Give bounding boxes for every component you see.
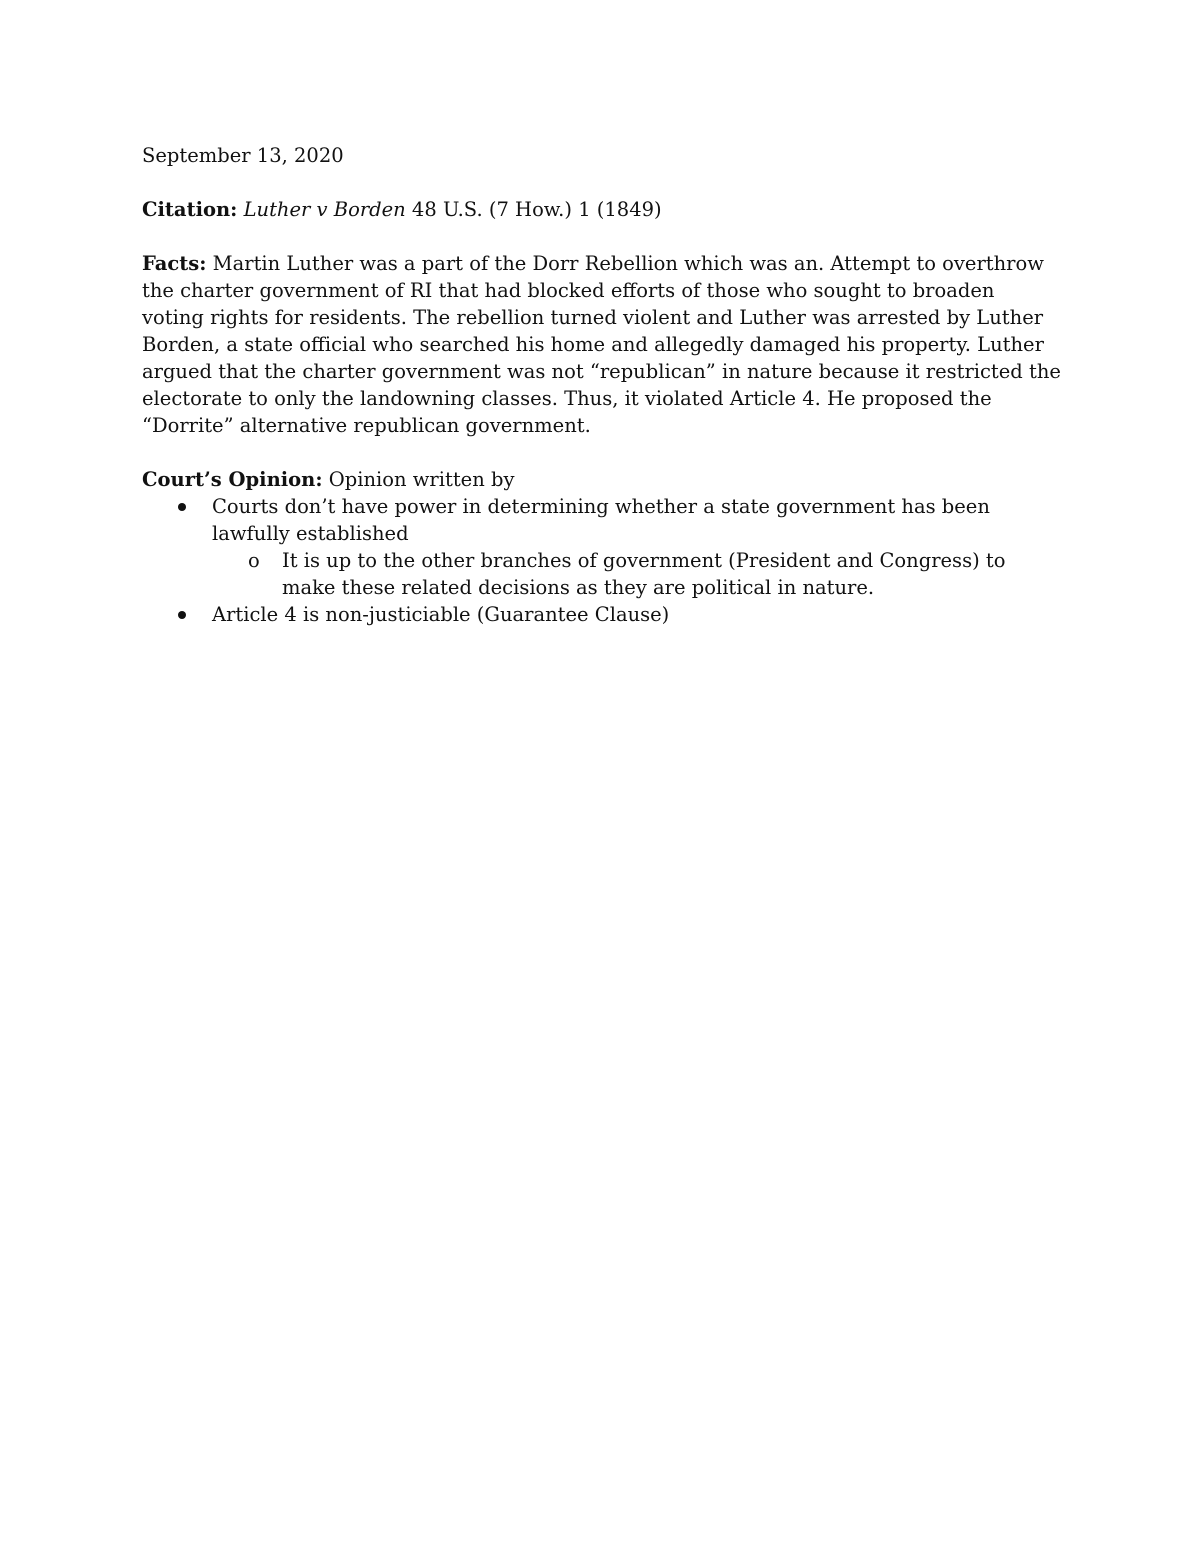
opinion-bullet-list <box>142 493 1062 628</box>
citation-paragraph <box>142 196 1062 223</box>
list-item <box>212 547 1062 601</box>
facts-paragraph <box>142 250 1062 439</box>
citation-label: Citation: <box>142 198 238 221</box>
list-item <box>142 493 1062 601</box>
list-item <box>142 601 1062 628</box>
sub-bullet-text: It is up to the other branches of government (President and Congress) to make these related decisions as they are political in nature. <box>282 549 1006 599</box>
opinion-intro: Opinion written by <box>322 468 515 491</box>
bullet-icon <box>178 611 186 619</box>
bullet-text: Article 4 is non-justiciable (Guarantee Clause) <box>212 603 670 626</box>
document-page <box>142 142 1062 628</box>
sub-bullet-marker: o <box>248 549 260 572</box>
case-name: Luther v Borden <box>243 198 406 221</box>
bullet-text: Courts don’t have power in determining whether a state government has been lawfully established <box>212 495 990 545</box>
opinion-heading <box>142 466 1062 493</box>
citation-reference: 48 U.S. (7 How.) 1 (1849) <box>405 198 662 221</box>
opinion-sub-list <box>212 547 1062 601</box>
bullet-icon <box>178 503 186 511</box>
facts-label: Facts: <box>142 252 207 275</box>
facts-text: Martin Luther was a part of the Dorr Rebellion which was an. Attempt to overthrow the charter government of RI that had blocked efforts of those who sought to broaden voting rights for residents. The rebellion turned violent and Luther was arrested by Luther Borden, a state official who searched his home and allegedly damaged his property. Luther argued that the charter government was not “republican” in nature because it restricted the electorate to only the landowning classes. Thus, it violated Article 4. He proposed the “Dorrite” alternative republican government. <box>142 252 1061 437</box>
document-date: September 13, 2020 <box>142 144 344 167</box>
opinion-label: Court’s Opinion: <box>142 468 323 491</box>
